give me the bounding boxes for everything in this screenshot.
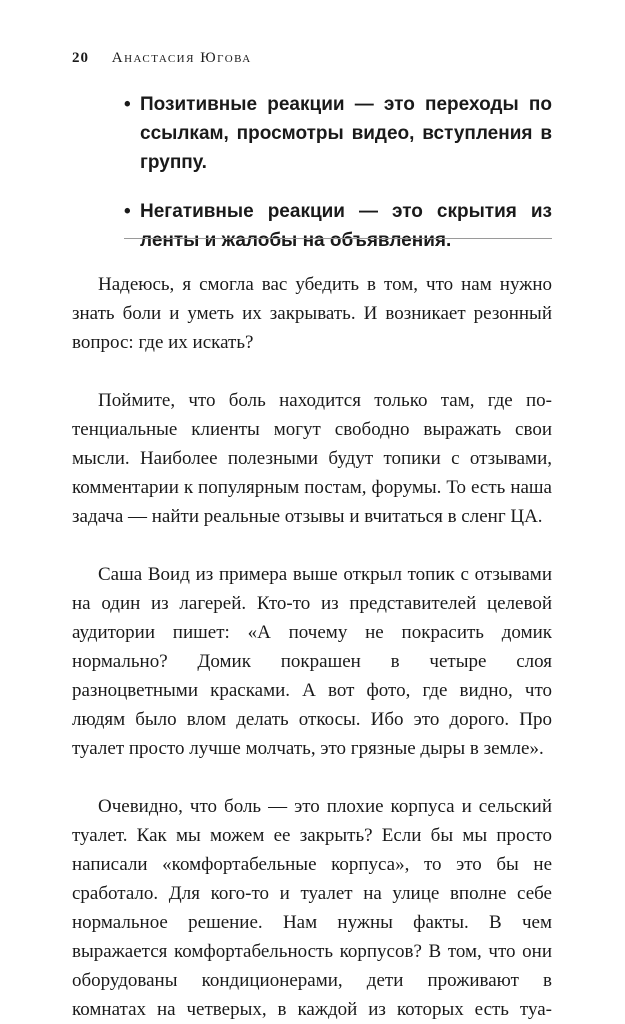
author-name: Анастасия Югова	[111, 50, 252, 66]
bullet-text: Негативные реакции — это скрытия из ленты и жалобы на объявления.	[140, 201, 552, 251]
bullet-list	[124, 90, 552, 275]
paragraph: Надеюсь, я смогла вас убедить в том, что нам нужно знать боли и уметь их закрывать. И возникает резонный вопрос: где их искать?	[72, 274, 552, 353]
running-header	[72, 50, 252, 67]
paragraph: Саша Воид из примера выше открыл топик с отзывами на один из лагерей. Кто-то из представителей целевой аудитории пишет: «А почему не покрасить домик нормально? Домик покрашен в четыре слоя разноцветными красками. А вот фото, где видно, что людям было влом делать откосы. Ибо это дорого. Про туалет просто лучше молчать, это грязные дыры в земле».	[72, 564, 552, 759]
body-text	[72, 270, 552, 1024]
bullet-item-negative	[124, 197, 552, 255]
bullet-text: Позитивные реакции — это переходы по ссылкам, просмотры видео, вступления в группу.	[140, 94, 552, 173]
paragraph: Очевидно, что боль — это плохие корпуса и сельский туалет. Как мы можем ее закрыть? Если бы мы просто написали «комфортабельные корпуса», то это бы не сработало. Для кого-то и туалет на улице вполне себе нормальное решение. Нам нужны факты. В чем выражается комфортабельность корпусов? В том, что они оборудованы кондиционерами, дети проживают в комнатах на четверых, в каждой из которых есть туа-	[72, 796, 552, 1020]
bullet-icon: •	[124, 94, 131, 115]
bullet-icon: •	[124, 201, 131, 222]
section-divider	[124, 238, 552, 239]
bullet-item-positive	[124, 90, 552, 177]
paragraph: Поймите, что боль находится только там, где потенциальные клиенты могут свободно выражать свои мысли. Наиболее полезными будут топики с отзывами, комментарии к популярным постам, форумы. То есть наша задача — найти реальные отзывы и вчитаться в сленг ЦА.	[72, 390, 552, 527]
page-number: 20	[72, 50, 89, 66]
